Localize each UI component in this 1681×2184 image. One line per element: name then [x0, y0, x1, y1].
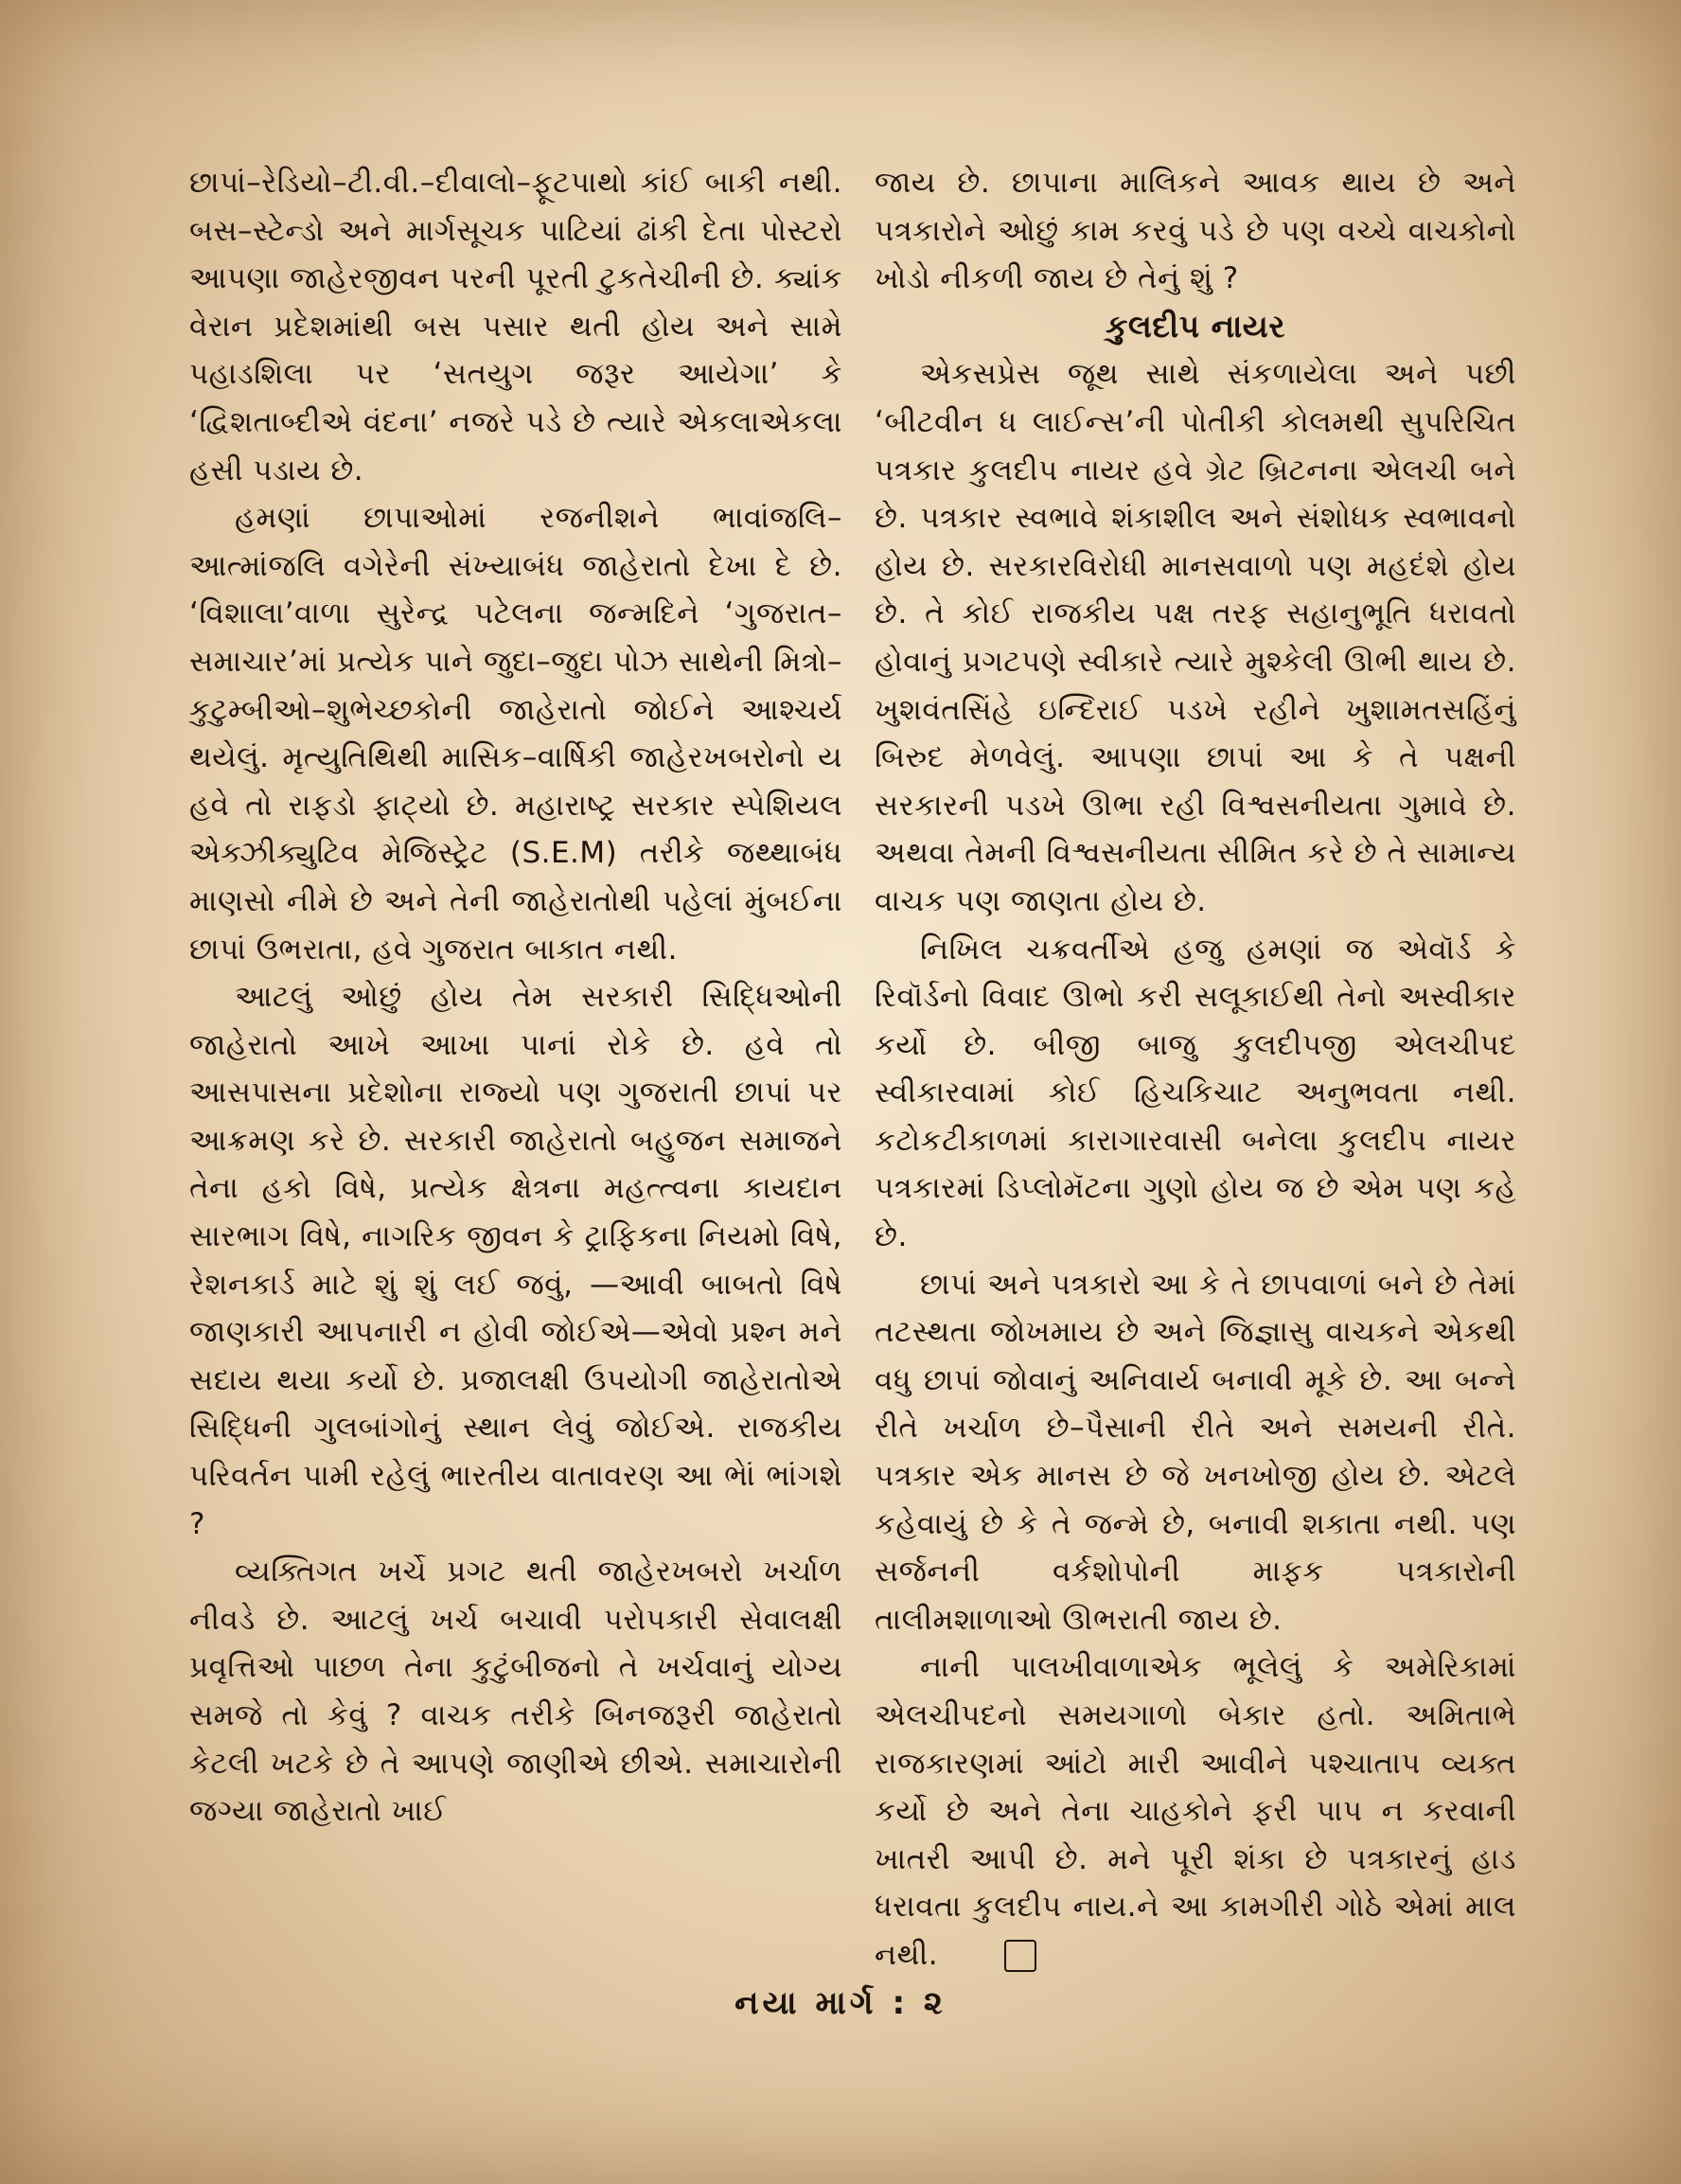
- paragraph: છાપાં અને પત્રકારો આ કે તે છાપવાળાં બને છે તેમાં તટસ્થતા જોખમાય છે અને જિજ્ઞાસુ વાચકને એકથી વધુ છાપાં જોવાનું અનિવાર્ય બનાવી મૂકે છે. આ બન્ને રીતે ખર્ચાળ છે–પૈસાની રીતે અને સમયની રીતે. પત્રકાર એક માનસ છે જે ખનખોજી હોય છે. એટલે કહેવાયું છે કે તે જન્મે છે, બનાવી શકાતા નથી. પણ સર્જનની વર્કશોપોની માફક પત્રકારોની તાલીમશાળાઓ ઊભરાતી જાય છે.: [875, 1267, 1516, 1637]
- page-footer: નયા માર્ગ : ૨: [734, 1984, 947, 2022]
- paragraph: વ્યક્તિગત ખર્ચે પ્રગટ થતી જાહેરખબરો ખર્ચાળ નીવડે છે. આટલું ખર્ચ બચાવી પરોપકારી સેવાલક્ષી પ્રવૃત્તિઓ પાછળ તેના કુટુંબીજનો તે ખર્ચવાનું યોગ્ય સમજે તો કેવું ? વાચક તરીકે બિનજરૂરી જાહેરાતો કેટલી ખટકે છે તે આપણે જાણીએ છીએ. સમાચારોની જગ્યા જાહેરાતો ખાઈ: [189, 1554, 842, 1829]
- paragraph: નિખિલ ચક્રવર્તીએ હજુ હમણાં જ એવૉર્ડ કે રિવૉર્ડનો વિવાદ ઊભો કરી સલૂકાઈથી તેનો અસ્વીકાર કર્યો છે. બીજી બાજુ કુલદીપજી એલચીપદ સ્વીકારવામાં કોઈ હિચકિચાટ અનુભવતા નથી. કટોકટીકાળમાં કારાગારવાસી બનેલા કુલદીપ નાયર પત્રકારમાં ડિપ્લોમૅટના ગુણો હોય જ છે એમ પણ કહે છે.: [875, 932, 1516, 1254]
- paragraph: છાપાં–રેડિયો–ટી.વી.–દીવાલો–ફૂટપાથો કાંઈ બાકી નથી. બસ–સ્ટેન્ડો અને માર્ગસૂચક પાટિયાં ઢાંકી દેતા પોસ્ટરો આપણા જાહેરજીવન પરની પૂરતી ટુકતેચીની છે. ક્યાંક વેરાન પ્રદેશમાંથી બસ પસાર થતી હોય અને સામે પહાડશિલા પર ‘સતયુગ જરૂર આયેગા’ કે ‘દ્વિશતાબ્દીએ વંદના’ નજરે પડે છે ત્યારે એકલાએકલા હસી પડાય છે.: [189, 166, 842, 488]
- left-column: [189, 159, 842, 1836]
- end-mark-icon: [1004, 1940, 1036, 1972]
- paragraph-text: નાની પાલખીવાળાએક ભૂલેલું કે અમેરિકામાં એલચીપદનો સમયગાળો બેકાર હતો. અમિતાભે રાજકારણમાં આંટો મારી આવીને પશ્ચાતાપ વ્યક્ત કર્યો છે અને તેના ચાહકોને ફરી પાપ ન કરવાની ખાતરી આપી છે. મને પૂરી શંકા છે પત્રકારનું હાડ ધરાવતા કુલદીપ નાય.ને આ કામગીરી ગોઠે એમાં માલ નથી.: [875, 1650, 1516, 1972]
- paragraph: હમણાં છાપાઓમાં રજનીશને ભાવાંજલિ–આત્માંજલિ વગેરેની સંખ્યાબંધ જાહેરાતો દેખા દે છે. ‘વિશાલા’વાળા સુરેન્દ્ર પટેલના જન્મદિને ‘ગુજરાત–સમાચાર’માં પ્રત્યેક પાને જુદા–જુદા પોઝ સાથેની મિત્રો–કુટુમ્બીઓ–શુભેચ્છકોની જાહેરાતો જોઈને આશ્ચર્ય થયેલું. મૃત્યુતિથિથી માસિક–વાર્ષિકી જાહેરખબરોનો ય હવે તો રાફડો ફાટ્યો છે. મહારાષ્ટ્ર સરકાર સ્પેશિયલ એક્ઝીક્યુટિવ મેજિસ્ટ્રેટ (S.E.M) તરીકે જથ્થાબંધ માણસો નીમે છે અને તેની જાહેરાતોથી પહેલાં મુંબઈના છાપાં ઉભરાતા, હવે ગુજરાત બાકાત નથી.: [189, 501, 842, 967]
- paragraph: એકસપ્રેસ જૂથ સાથે સંકળાયેલા અને પછી ‘બીટવીન ધ લાઈન્સ’ની પોતીકી કોલમથી સુપરિચિત પત્રકાર કુલદીપ નાયર હવે ગ્રેટ બ્રિટનના એલચી બને છે. પત્રકાર સ્વભાવે શંકાશીલ અને સંશોધક સ્વભાવનો હોય છે. સરકારવિરોધી માનસવાળો પણ મહદંશે હોય છે. તે કોઈ રાજકીય પક્ષ તરફ સહાનુભૂતિ ધરાવતો હોવાનું પ્રગટપણે સ્વીકારે ત્યારે મુશ્કેલી ઊભી થાય છે. ખુશવંતસિંહે ઇન્દિરાઈ પડખે રહીને ખુશામતસહિંનું બિરુદ મેળવેલું. આપણા છાપાં આ કે તે પક્ષની સરકારની પડખે ઊભા રહી વિશ્વસનીયતા ગુમાવે છે. અથવા તેમની વિશ્વસનીયતા સીમિત કરે છે તે સામાન્ય વાચક પણ જાણતા હોય છે.: [875, 357, 1516, 918]
- paragraph: આટલું ઓછું હોય તેમ સરકારી સિદ્ધિઓની જાહેરાતો આખે આખા પાનાં રોકે છે. હવે તો આસપાસના પ્રદેશોના રાજ્યો પણ ગુજરાતી છાપાં પર આક્રમણ કરે છે. સરકારી જાહેરાતો બહુજન સમાજને તેના હકો વિષે, પ્રત્યેક ક્ષેત્રના મહત્ત્વના કાયદાન સારભાગ વિષે, નાગરિક જીવન કે ટ્રાફિકના નિયમો વિષે, રેશનકાર્ડ માટે શું શું લઈ જવું, —આવી બાબતો વિષે જાણકારી આપનારી ન હોવી જોઈએ—એવો પ્રશ્ન મને સદાય થયા કર્યો છે. પ્રજાલક્ષી ઉપયોગી જાહેરાતોએ સિદ્ધિની ગુલબાંગોનું સ્થાન લેવું જોઈએ. રાજકીય પરિવર્તન પામી રહેલું ભારતીય વાતાવરણ આ ભેાં ભાંગશે ?: [189, 980, 842, 1541]
- paragraph: [875, 1643, 1516, 1979]
- section-heading: કુલદીપ નાયર: [1106, 307, 1285, 345]
- paragraph: જાય છે. છાપાના માલિકને આવક થાય છે અને પત્રકારોને ઓછું કામ કરવું પડે છે પણ વચ્ચે વાચકોનો ખોડો નીકળી જાય છે તેનું શું ?: [875, 166, 1516, 296]
- right-column: [875, 159, 1516, 1980]
